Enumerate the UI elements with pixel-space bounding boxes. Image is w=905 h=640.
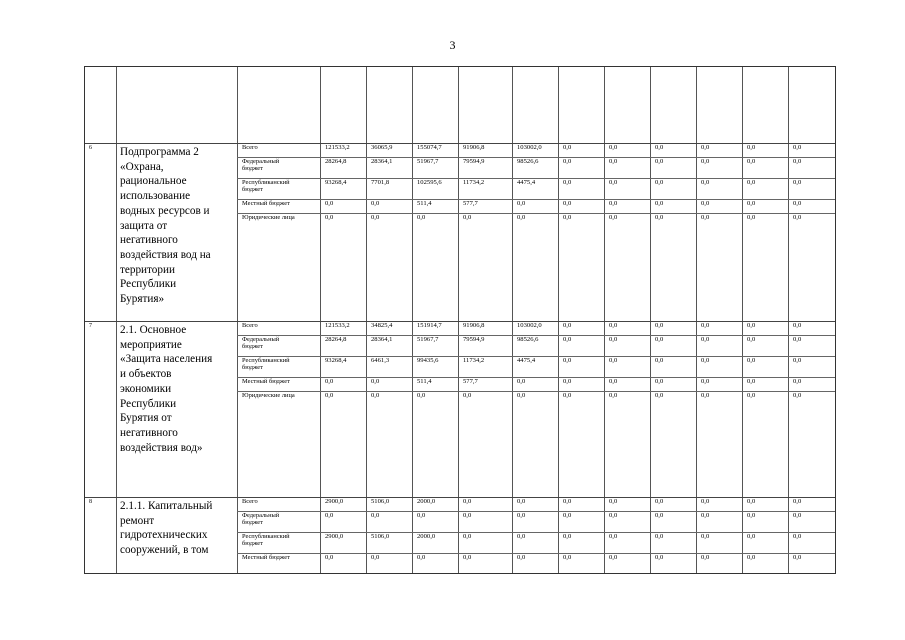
value-cell: 0,0 — [609, 322, 618, 329]
value-cell: 79594,9 — [463, 158, 485, 165]
value-cell: 5106,0 — [371, 533, 390, 540]
value-cell: 0,0 — [793, 179, 802, 186]
value-cell: 0,0 — [701, 158, 710, 165]
section-title: Подпрограмма 2 «Охрана, рациональное использование водных ресурсов и защита от негативного воздействия вод на территории Республики Бурятия» — [120, 146, 211, 306]
budget-row — [237, 356, 835, 377]
value-cell: 0,0 — [793, 322, 802, 329]
value-cell: 577,7 — [463, 378, 478, 385]
value-cell: 0,0 — [793, 158, 802, 165]
value-cell: 0,0 — [701, 336, 710, 343]
value-cell: 0,0 — [517, 512, 526, 519]
value-cell: 0,0 — [747, 378, 756, 385]
value-cell: 0,0 — [701, 533, 710, 540]
budget-row — [237, 199, 835, 213]
value-cell: 0,0 — [517, 214, 526, 221]
value-cell: 0,0 — [371, 200, 380, 207]
value-cell: 511,4 — [417, 200, 432, 207]
value-cell: 0,0 — [793, 498, 802, 505]
value-cell: 0,0 — [563, 179, 572, 186]
value-cell: 0,0 — [563, 554, 572, 561]
value-cell: 0,0 — [609, 144, 618, 151]
value-cell: 0,0 — [609, 357, 618, 364]
value-cell: 0,0 — [371, 512, 380, 519]
value-cell: 0,0 — [609, 498, 618, 505]
value-cell: 2000,0 — [417, 498, 436, 505]
budget-row — [237, 157, 835, 178]
value-cell: 0,0 — [655, 336, 664, 343]
value-cell: 0,0 — [701, 498, 710, 505]
value-cell: 79594,9 — [463, 336, 485, 343]
value-cell: 0,0 — [655, 498, 664, 505]
value-cell: 0,0 — [747, 200, 756, 207]
funding-source: Республиканский бюджет — [242, 533, 290, 547]
section-7 — [85, 321, 835, 497]
funding-source: Республиканский бюджет — [242, 357, 290, 371]
value-cell: 0,0 — [609, 214, 618, 221]
value-cell: 0,0 — [655, 378, 664, 385]
value-cell: 4475,4 — [517, 179, 536, 186]
value-cell: 0,0 — [747, 554, 756, 561]
value-cell: 0,0 — [463, 498, 472, 505]
value-cell: 0,0 — [463, 533, 472, 540]
value-cell: 0,0 — [747, 512, 756, 519]
value-cell: 0,0 — [655, 392, 664, 399]
funding-source: Юридические лица — [242, 392, 295, 399]
value-cell: 0,0 — [371, 554, 380, 561]
value-cell: 0,0 — [417, 512, 426, 519]
value-cell: 0,0 — [747, 336, 756, 343]
value-cell: 0,0 — [747, 179, 756, 186]
value-cell: 0,0 — [701, 512, 710, 519]
value-cell: 0,0 — [463, 554, 472, 561]
value-cell: 4475,4 — [517, 357, 536, 364]
funding-source: Всего — [242, 144, 258, 151]
value-cell: 0,0 — [563, 214, 572, 221]
value-cell: 0,0 — [793, 214, 802, 221]
value-cell: 0,0 — [793, 200, 802, 207]
value-cell: 11734,2 — [463, 357, 485, 364]
value-cell: 2900,0 — [325, 533, 344, 540]
value-cell: 0,0 — [655, 554, 664, 561]
value-cell: 0,0 — [563, 158, 572, 165]
value-cell: 0,0 — [609, 158, 618, 165]
value-cell: 0,0 — [463, 214, 472, 221]
budget-row — [237, 532, 835, 553]
value-cell: 0,0 — [655, 512, 664, 519]
budget-row — [237, 391, 835, 497]
value-cell: 0,0 — [325, 214, 334, 221]
value-cell: 0,0 — [747, 498, 756, 505]
value-cell: 0,0 — [793, 392, 802, 399]
value-cell: 0,0 — [701, 392, 710, 399]
value-cell: 0,0 — [609, 533, 618, 540]
value-cell: 2000,0 — [417, 533, 436, 540]
funding-source: Юридические лица — [242, 214, 295, 221]
value-cell: 0,0 — [655, 144, 664, 151]
value-cell: 0,0 — [563, 322, 572, 329]
value-cell: 0,0 — [371, 214, 380, 221]
value-cell: 0,0 — [793, 512, 802, 519]
value-cell: 0,0 — [747, 357, 756, 364]
value-cell: 93268,4 — [325, 179, 347, 186]
value-cell: 0,0 — [793, 336, 802, 343]
value-cell: 28364,1 — [371, 158, 393, 165]
value-cell: 93268,4 — [325, 357, 347, 364]
value-cell: 0,0 — [701, 322, 710, 329]
value-cell: 0,0 — [563, 378, 572, 385]
value-cell: 0,0 — [371, 378, 380, 385]
value-cell: 0,0 — [655, 533, 664, 540]
value-cell: 0,0 — [793, 357, 802, 364]
value-cell: 28364,1 — [371, 336, 393, 343]
budget-row — [237, 497, 835, 511]
budget-row — [237, 377, 835, 391]
value-cell: 0,0 — [517, 392, 526, 399]
value-cell: 0,0 — [609, 554, 618, 561]
page-number: 3 — [449, 38, 456, 52]
value-cell: 0,0 — [747, 144, 756, 151]
value-cell: 0,0 — [463, 392, 472, 399]
value-cell: 0,0 — [563, 392, 572, 399]
value-cell: 0,0 — [655, 322, 664, 329]
funding-source: Федеральный бюджет — [242, 336, 280, 350]
value-cell: 0,0 — [655, 158, 664, 165]
value-cell: 0,0 — [793, 554, 802, 561]
value-cell: 51967,7 — [417, 336, 439, 343]
value-cell: 0,0 — [417, 392, 426, 399]
value-cell: 0,0 — [701, 214, 710, 221]
budget-row — [237, 178, 835, 199]
value-cell: 98526,6 — [517, 336, 539, 343]
value-cell: 0,0 — [747, 322, 756, 329]
value-cell: 151914,7 — [417, 322, 442, 329]
value-cell: 0,0 — [793, 533, 802, 540]
budget-row — [237, 213, 835, 321]
value-cell: 121533,2 — [325, 144, 350, 151]
funding-source: Федеральный бюджет — [242, 512, 280, 526]
value-cell: 91906,8 — [463, 144, 485, 151]
value-cell: 0,0 — [793, 378, 802, 385]
row-index: 7 — [89, 323, 92, 329]
value-cell: 0,0 — [417, 554, 426, 561]
value-cell: 0,0 — [701, 179, 710, 186]
value-cell: 51967,7 — [417, 158, 439, 165]
value-cell: 0,0 — [793, 144, 802, 151]
funding-source: Федеральный бюджет — [242, 158, 280, 172]
funding-source: Местный бюджет — [242, 554, 290, 561]
value-cell: 34825,4 — [371, 322, 393, 329]
section-title: 2.1. Основное мероприятие «Защита населения и объектов экономики Республики Бурятия от негативного воздействия вод» — [120, 324, 213, 454]
value-cell: 0,0 — [609, 378, 618, 385]
value-cell: 102595,6 — [417, 179, 442, 186]
value-cell: 103002,0 — [517, 144, 542, 151]
value-cell: 0,0 — [609, 179, 618, 186]
value-cell: 155074,7 — [417, 144, 442, 151]
value-cell: 121533,2 — [325, 322, 350, 329]
value-cell: 7701,8 — [371, 179, 390, 186]
value-cell: 99435,6 — [417, 357, 439, 364]
value-cell: 0,0 — [517, 200, 526, 207]
value-cell: 91906,8 — [463, 322, 485, 329]
value-cell: 11734,2 — [463, 179, 485, 186]
value-cell: 0,0 — [325, 512, 334, 519]
value-cell: 2900,0 — [325, 498, 344, 505]
value-cell: 0,0 — [563, 533, 572, 540]
value-cell: 0,0 — [325, 392, 334, 399]
value-cell: 28264,8 — [325, 336, 347, 343]
value-cell: 0,0 — [563, 144, 572, 151]
value-cell: 0,0 — [701, 357, 710, 364]
funding-source: Местный бюджет — [242, 378, 290, 385]
value-cell: 0,0 — [563, 336, 572, 343]
row-index: 6 — [89, 145, 92, 151]
value-cell: 0,0 — [747, 158, 756, 165]
value-cell: 0,0 — [747, 392, 756, 399]
value-cell: 0,0 — [747, 214, 756, 221]
value-cell: 577,7 — [463, 200, 478, 207]
value-cell: 36065,9 — [371, 144, 393, 151]
value-cell: 0,0 — [563, 512, 572, 519]
budget-row — [237, 143, 835, 157]
value-cell: 0,0 — [563, 357, 572, 364]
value-cell: 0,0 — [609, 392, 618, 399]
value-cell: 0,0 — [325, 200, 334, 207]
value-cell: 0,0 — [701, 554, 710, 561]
value-cell: 0,0 — [517, 533, 526, 540]
value-cell: 0,0 — [655, 179, 664, 186]
value-cell: 0,0 — [655, 214, 664, 221]
value-cell: 0,0 — [563, 200, 572, 207]
funding-source: Всего — [242, 322, 258, 329]
value-cell: 0,0 — [747, 533, 756, 540]
value-cell: 0,0 — [655, 200, 664, 207]
value-cell: 0,0 — [517, 498, 526, 505]
value-cell: 0,0 — [517, 554, 526, 561]
value-cell: 0,0 — [609, 512, 618, 519]
value-cell: 28264,8 — [325, 158, 347, 165]
section-title: 2.1.1. Капитальный ремонт гидротехнических сооружений, в том — [120, 500, 213, 557]
budget-table — [84, 66, 836, 574]
value-cell: 0,0 — [701, 378, 710, 385]
section-8 — [85, 497, 835, 574]
funding-source: Местный бюджет — [242, 200, 290, 207]
value-cell: 0,0 — [563, 498, 572, 505]
value-cell: 0,0 — [371, 392, 380, 399]
value-cell: 0,0 — [463, 512, 472, 519]
value-cell: 5106,0 — [371, 498, 390, 505]
funding-source: Всего — [242, 498, 258, 505]
budget-row — [237, 321, 835, 335]
value-cell: 103002,0 — [517, 322, 542, 329]
value-cell: 0,0 — [701, 200, 710, 207]
budget-row — [237, 511, 835, 532]
section-6 — [85, 143, 835, 321]
row-index: 8 — [89, 499, 92, 505]
budget-row — [237, 553, 835, 567]
value-cell: 0,0 — [325, 554, 334, 561]
value-cell: 6461,3 — [371, 357, 390, 364]
funding-source: Республиканский бюджет — [242, 179, 290, 193]
value-cell: 0,0 — [325, 378, 334, 385]
budget-row — [237, 335, 835, 356]
value-cell: 0,0 — [609, 200, 618, 207]
value-cell: 0,0 — [609, 336, 618, 343]
value-cell: 0,0 — [655, 357, 664, 364]
value-cell: 98526,6 — [517, 158, 539, 165]
value-cell: 0,0 — [701, 144, 710, 151]
value-cell: 0,0 — [417, 214, 426, 221]
value-cell: 511,4 — [417, 378, 432, 385]
value-cell: 0,0 — [517, 378, 526, 385]
